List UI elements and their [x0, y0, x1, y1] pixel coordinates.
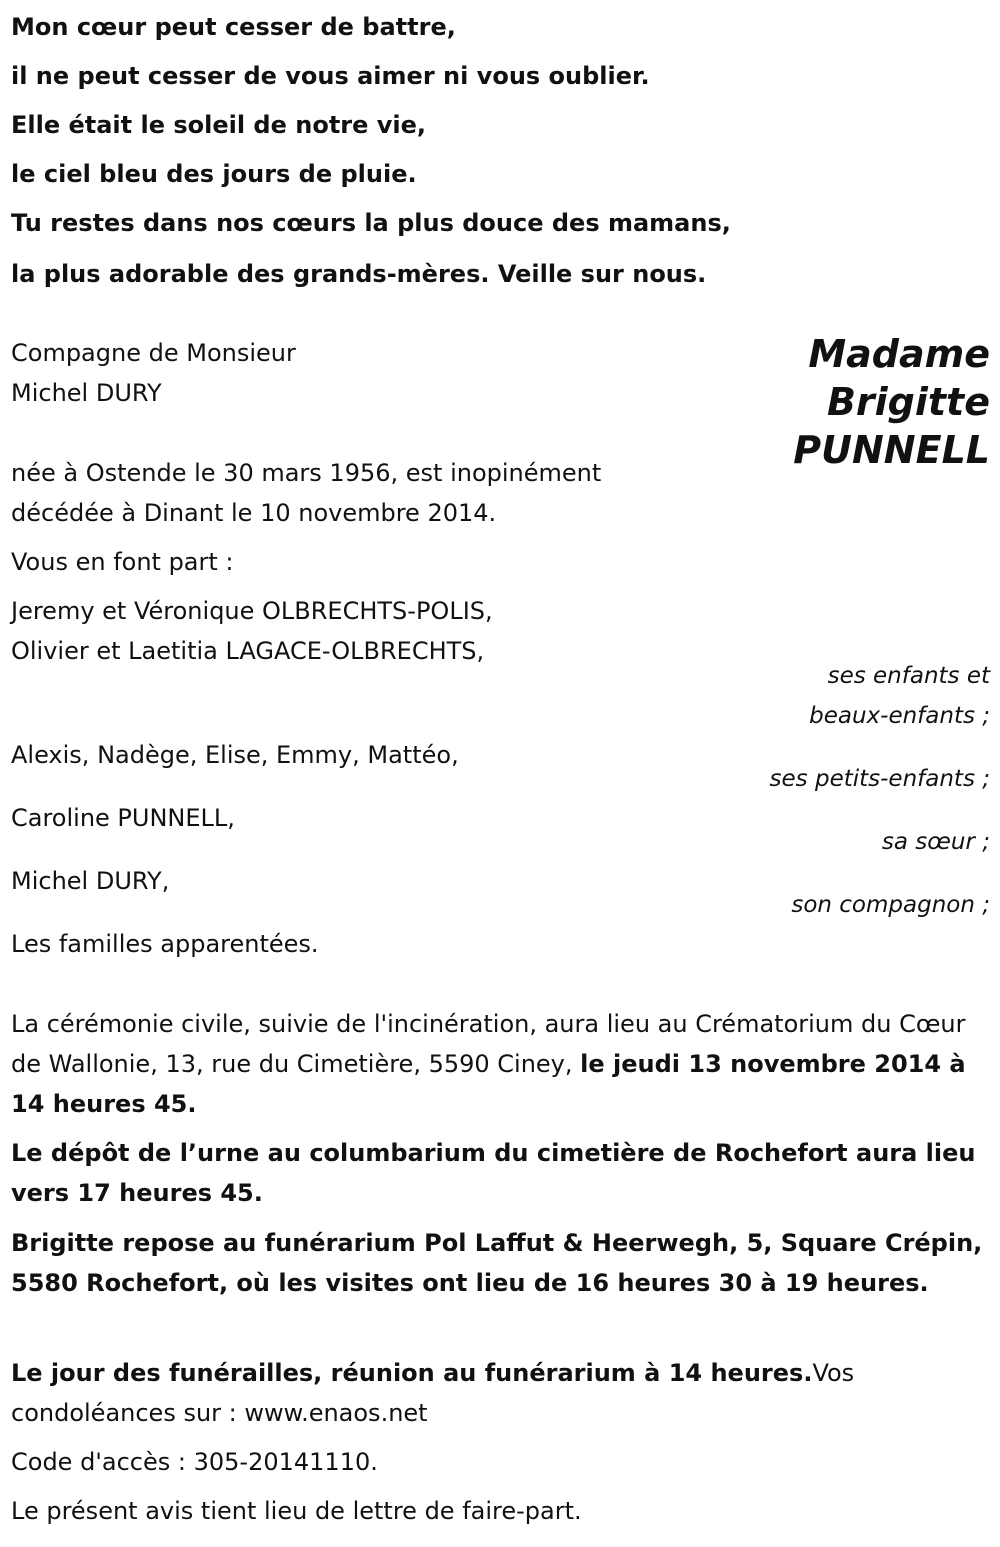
partner-line-1: Compagne de Monsieur: [11, 339, 296, 367]
birth-line-2: décédée à Dinant le 10 novembre 2014.: [11, 499, 497, 527]
urn-paragraph: Le dépôt de l’urne au columbarium du cimetière de Rochefort aura lieu vers 17 heures 45.: [11, 1139, 976, 1207]
access-code-line: Code d'accès : 305-20141110.: [11, 1448, 378, 1476]
children-relation-line-1: ses enfants et: [827, 663, 990, 689]
grandchildren-relation: ses petits-enfants ;: [769, 766, 990, 792]
children-line-2: Olivier et Laetitia LAGACE-OLBRECHTS,: [11, 637, 485, 665]
birth-line-1: née à Ostende le 30 mars 1956, est inopinément: [11, 459, 602, 487]
ceremony-date: le jeudi 13 novembre 2014 à 14 heures 45.: [11, 1050, 966, 1118]
poem-line-3: Elle était le soleil de notre vie,: [11, 111, 427, 139]
visits-paragraph: Brigitte repose au funérarium Pol Laffut & Heerwegh, 5, Square Crépin, 5580 Rochefort, où les visites ont lieu de 16 heures 30 à 19 heures.: [11, 1229, 983, 1297]
sister-line: Caroline PUNNELL,: [11, 804, 235, 832]
notice-line: Le présent avis tient lieu de lettre de faire-part.: [11, 1497, 582, 1525]
partner-relation: son compagnon ;: [791, 892, 990, 918]
deceased-last-name: PUNNELL: [793, 428, 990, 472]
ceremony-paragraph: [11, 1004, 996, 1124]
partner-line-2: Michel DURY: [11, 379, 162, 407]
ceremony-text: La cérémonie civile, suivie de l'incinération, aura lieu au Crématorium du Cœur de Wallonie, 13, rue du Cimetière, 5590 Ciney,: [11, 1010, 966, 1078]
poem-line-6: la plus adorable des grands-mères. Veille sur nous.: [11, 260, 707, 288]
grandchildren-line: Alexis, Nadège, Elise, Emmy, Mattéo,: [11, 741, 459, 769]
families-line: Les familles apparentées.: [11, 930, 319, 958]
children-line-1: Jeremy et Véronique OLBRECHTS-POLIS,: [11, 597, 493, 625]
poem-line-4: le ciel bleu des jours de pluie.: [11, 160, 417, 188]
condolences-text: Vos condoléances sur : www.enaos.net: [11, 1359, 855, 1427]
partner-family-line: Michel DURY,: [11, 867, 170, 895]
funeral-day-text: Le jour des funérailles, réunion au funérarium à 14 heures.: [11, 1359, 813, 1387]
poem-line-2: il ne peut cesser de vous aimer ni vous oublier.: [11, 62, 650, 90]
children-relation-line-2: beaux-enfants ;: [809, 703, 990, 729]
funeral-day-paragraph: [11, 1353, 996, 1433]
deceased-first-name: Brigitte: [826, 380, 990, 424]
deceased-title: Madame: [808, 332, 990, 376]
announce-line: Vous en font part :: [11, 548, 234, 576]
sister-relation: sa sœur ;: [881, 829, 990, 855]
poem-line-1: Mon cœur peut cesser de battre,: [11, 13, 456, 41]
poem-line-5: Tu restes dans nos cœurs la plus douce des mamans,: [11, 209, 731, 237]
